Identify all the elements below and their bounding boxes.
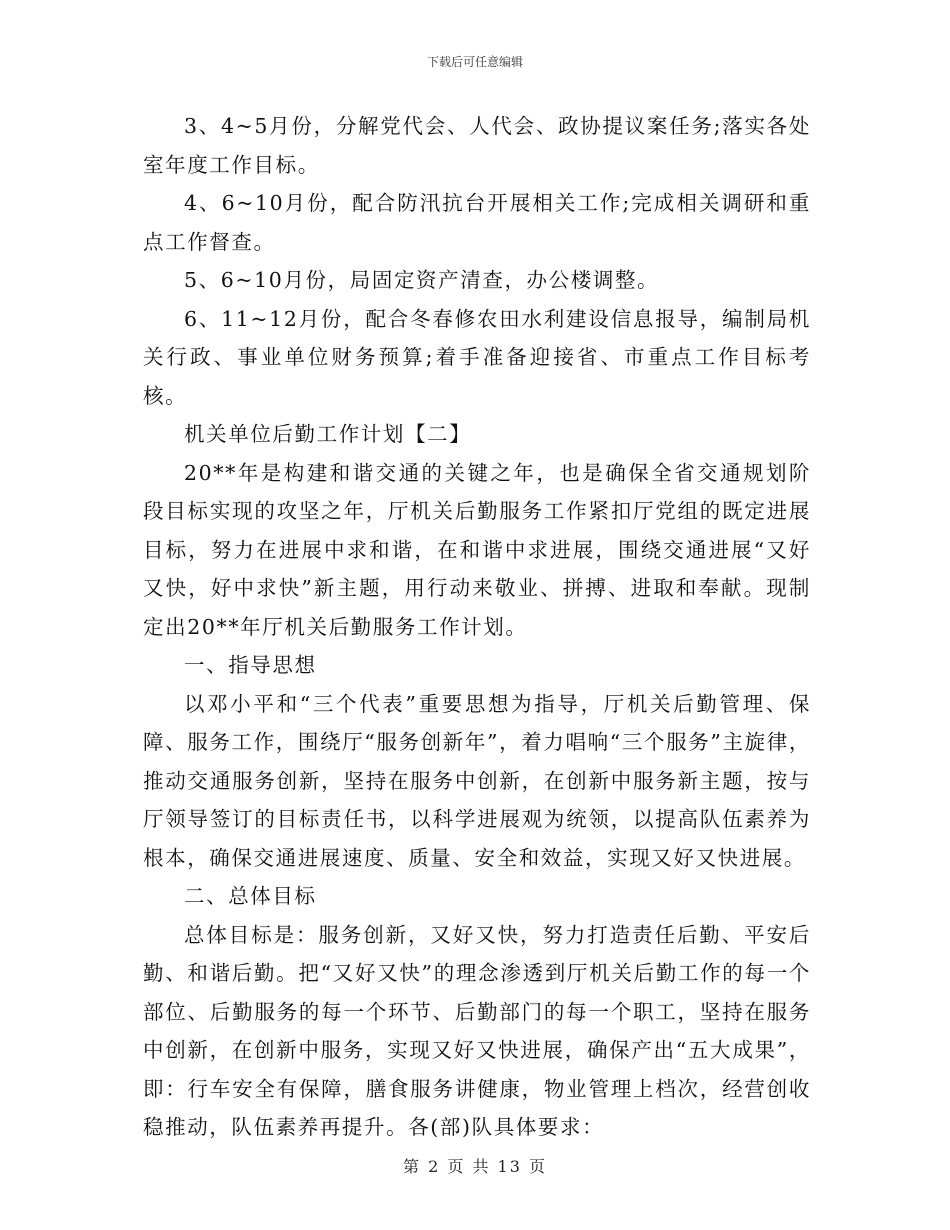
paragraph-item-5: 5、6~10月份，局固定资产清查，办公楼调整。 xyxy=(184,268,660,292)
page-header: 下载后可任意编辑 xyxy=(426,55,523,69)
section-title: 机关单位后勤工作计划【二】 xyxy=(184,422,472,446)
overall-goal-paragraph: 总体目标是：服务创新，又好又快，努力打造责任后勤、平安后勤、和谐后勤。把“又好又快”的理念渗透到厅机关后勤工作的每一个部位、后勤服务的每一个环节、后勤部门的每一个职工，坚持在服务中创新，在创新中服务，实现又好又快进展，确保产出“五大成果”，即：行车安全有保障，膳食服务讲健康，物业管理上档次，经营创收稳推动，队伍素养再提升。各(部)队具体要求： xyxy=(143,922,811,1139)
paragraph-item-6: 6、11~12月份，配合冬春修农田水利建设信息报导，编制局机关行政、事业单位财务预算;着手准备迎接省、市重点工作目标考核。 xyxy=(143,306,811,408)
intro-paragraph: 20**年是构建和谐交通的关键之年，也是确保全省交通规划阶段目标实现的攻坚之年，厅机关后勤服务工作紧扣厅党组的既定进展目标，努力在进展中求和谐，在和谐中求进展，围绕交通进展“又好又快，好中求快”新主题，用行动来敬业、拼搏、进取和奉献。现制定出20**年厅机关后勤服务工作计划。 xyxy=(143,460,811,639)
paragraph-item-3: 3、4~5月份，分解党代会、人代会、政协提议案任务;落实各处室年度工作目标。 xyxy=(143,114,811,177)
page-footer: 第 2 页 共 13 页 xyxy=(403,1157,547,1176)
guiding-ideology-paragraph: 以邓小平和“三个代表”重要思想为指导，厅机关后勤管理、保障、服务工作，围绕厅“服务创新年”，着力唱响“三个服务”主旋律，推动交通服务创新，坚持在服务中创新，在创新中服务新主题，按与厅领导签订的目标责任书，以科学进展观为统领，以提高队伍素养为根本，确保交通进展速度、质量、安全和效益，实现又好又快进展。 xyxy=(143,691,811,870)
heading-overall-goal: 二、总体目标 xyxy=(184,884,317,908)
paragraph-item-4: 4、6~10月份，配合防汛抗台开展相关工作;完成相关调研和重点工作督查。 xyxy=(143,191,811,254)
document-body xyxy=(143,107,811,1147)
heading-guiding-ideology: 一、指导思想 xyxy=(184,653,317,677)
